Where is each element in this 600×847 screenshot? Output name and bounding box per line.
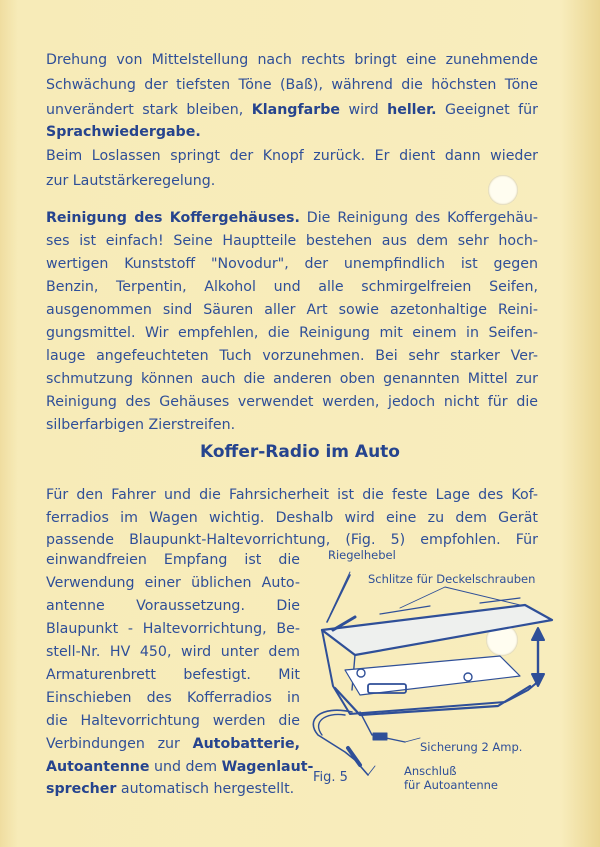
text-line: wertigen Kunststoff "Novodur", der unempfindlich ist gegen	[46, 256, 538, 272]
text-segment: unverändert stark bleiben,	[46, 102, 252, 118]
text-line: stell-Nr. HV 450, wird unter dem	[46, 644, 300, 660]
text-line: Sprachwiedergabe.	[46, 124, 201, 140]
text-segment: heller.	[387, 102, 437, 118]
text-line: schmutzung können auch die anderen oben genannten Mittel zur	[46, 371, 538, 387]
label-anschluss-2: für Autoantenne	[404, 778, 498, 792]
label-riegelhebel: Riegelhebel	[328, 548, 396, 562]
text-line: Beim Loslassen springt der Knopf zurück. Er dient dann wieder	[46, 148, 538, 164]
text-segment: Reinigung des Koffergehäuses.	[46, 210, 300, 226]
text-line: Verwendung einer üblichen Auto-	[46, 575, 300, 591]
text-line: zur Lautstärkeregelung.	[46, 173, 216, 189]
text-line: passende Blaupunkt-Haltevorrichtung, (Fig. 5) empfohlen. Für	[46, 532, 538, 548]
text-line: Benzin, Terpentin, Alkohol und alle schmirgelfreien Seifen,	[46, 279, 538, 295]
text-line: gungsmittel. Wir empfehlen, die Reinigung mit einem in Seifen-	[46, 325, 538, 341]
text-line: silberfarbigen Zierstreifen.	[46, 417, 236, 433]
text-segment: Geeignet für	[436, 102, 538, 118]
text-line: lauge angefeuchteten Tuch vorzunehmen. Bei sehr starker Ver-	[46, 348, 538, 364]
label-schlitze: Schlitze für Deckelschrauben	[368, 572, 536, 586]
label-anschluss-1: Anschluß	[404, 764, 457, 778]
text-segment: Autoantenne	[46, 759, 150, 775]
text-line: Einschieben des Kofferradios in	[46, 690, 300, 706]
text-line: Armaturenbrett befestigt. Mit	[46, 667, 300, 683]
text-segment: Die Reinigung des Koffergehäu-	[299, 210, 538, 226]
text-line: ferradios im Wagen wichtig. Deshalb wird eine zu dem Gerät	[46, 510, 538, 526]
label-sicherung: Sicherung 2 Amp.	[420, 740, 523, 754]
text-line: einwandfreien Empfang ist die	[46, 552, 300, 568]
text-line: ausgenommen sind Säuren aller Art sowie azetonhaltige Reini-	[46, 302, 538, 318]
text-line: Reinigung des Gehäuses verwendet werden, jedoch nicht für die	[46, 394, 538, 410]
figure-caption: Fig. 5	[313, 770, 348, 785]
text-line: antenne Voraussetzung. Die	[46, 598, 300, 614]
text-segment: Autobatterie,	[192, 736, 300, 752]
text-line: Drehung von Mittelstellung nach rechts bringt eine zunehmende	[46, 52, 538, 68]
text-line: Für den Fahrer und die Fahrsicherheit ist die feste Lage des Kof-	[46, 487, 538, 503]
text-line: die Haltevorrichtung werden die	[46, 713, 300, 729]
text-segment: wird	[339, 102, 388, 118]
text-segment: Wagenlaut-	[221, 759, 314, 775]
text-segment: automatisch hergestellt.	[116, 781, 295, 797]
text-segment: und dem	[149, 759, 222, 775]
text-line: Blaupunkt - Haltevorrichtung, Be-	[46, 621, 300, 637]
text-line: ses ist einfach! Seine Hauptteile bestehen aus dem sehr hoch-	[46, 233, 538, 249]
section-heading: Koffer-Radio im Auto	[200, 442, 400, 462]
text-segment: sprecher	[46, 781, 117, 797]
text-segment: Klangfarbe	[251, 102, 340, 118]
text-line: Schwächung der tiefsten Töne (Baß), während die höchsten Töne	[46, 77, 538, 93]
text-segment: Verbindungen zur	[46, 736, 193, 752]
